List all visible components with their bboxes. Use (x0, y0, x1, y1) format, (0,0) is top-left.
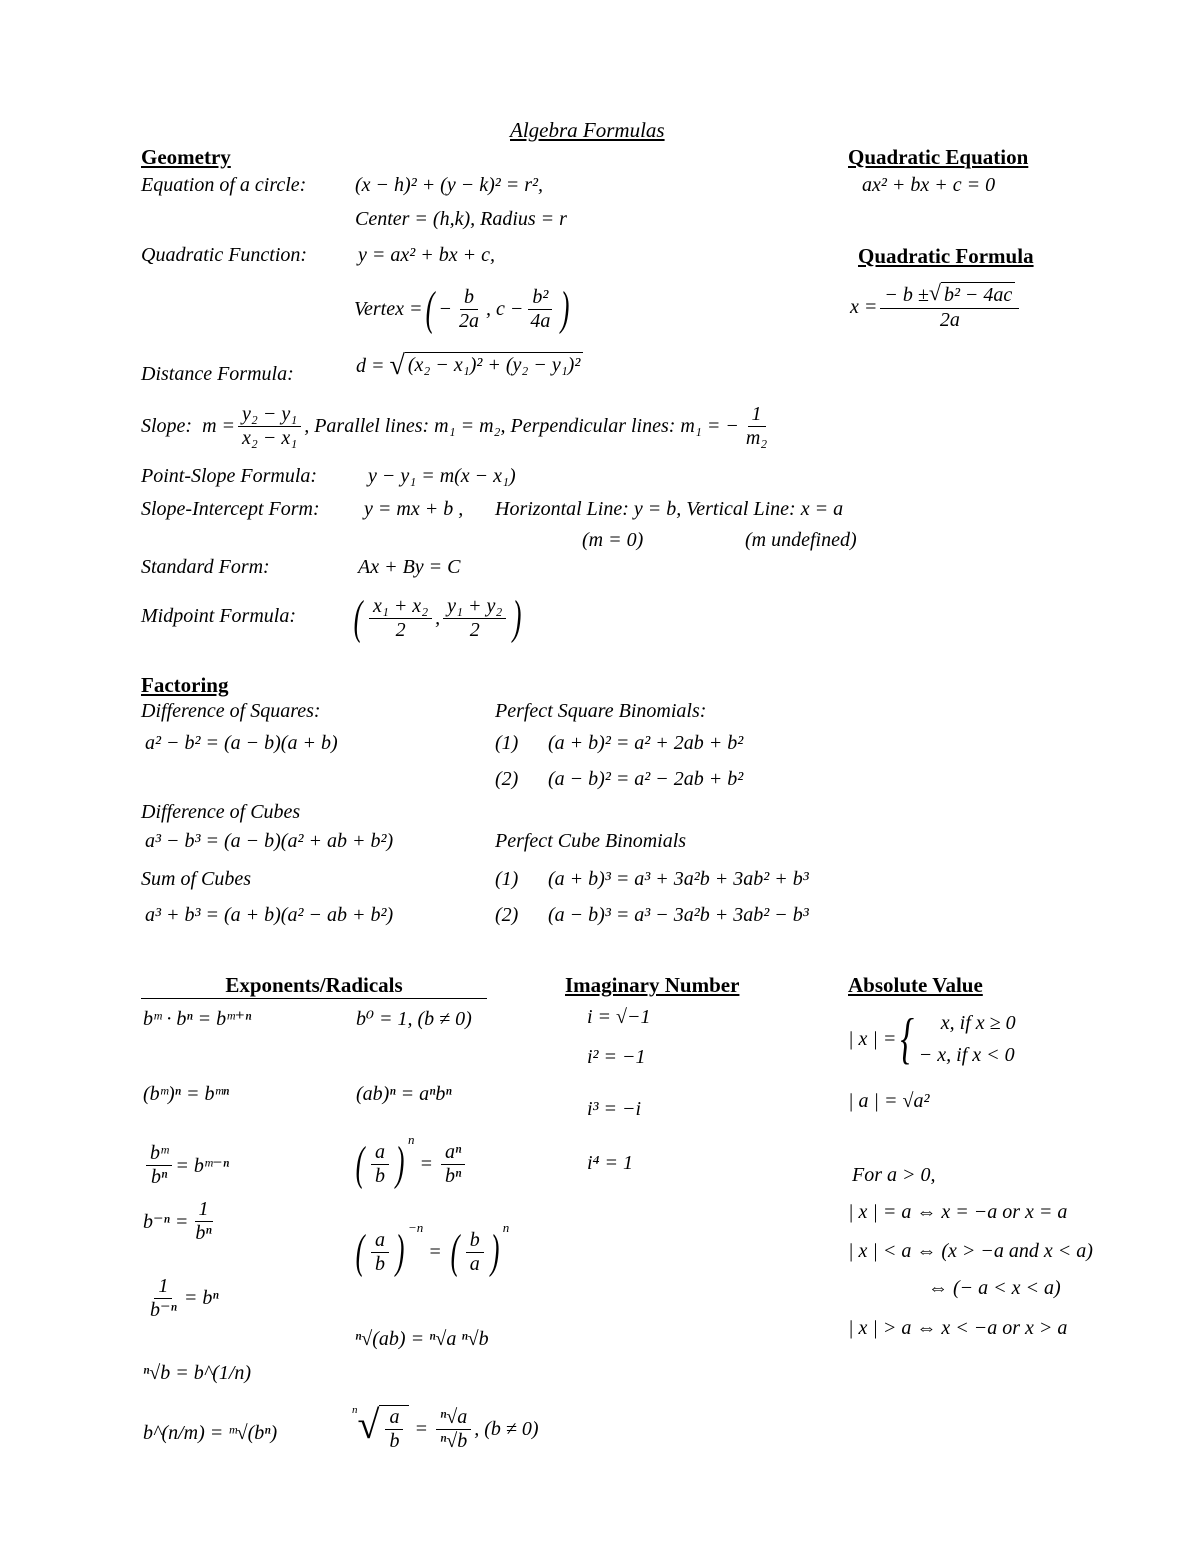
radical-rational-exponent: b^(n/m) = ᵐ√(bⁿ) (143, 1422, 278, 1444)
factoring-heading: Factoring (141, 673, 229, 697)
standard-form-label: Standard Form: (141, 556, 270, 578)
psb2-number: (2) (495, 768, 519, 790)
circle-equation: (x − h)² + (y − k)² = r², (355, 174, 544, 196)
sum-of-cubes-label: Sum of Cubes (141, 868, 251, 890)
exp-zero-rule: b⁰ = 1, (b ≠ 0) (356, 1008, 472, 1030)
difference-of-squares-equation: a² − b² = (a − b)(a + b) (145, 732, 338, 754)
imaginary-i-fourth: i⁴ = 1 (587, 1152, 634, 1174)
point-slope-label: Point-Slope Formula: (141, 465, 318, 487)
perpendicular-fraction: $\frac{1}{\text{m₂}}$ (745, 402, 768, 449)
imaginary-i-squared: i² = −1 (587, 1046, 646, 1068)
quadratic-function-label: Quadratic Function: (141, 244, 308, 266)
pcb1-equation: (a + b)³ = a³ + 3a²b + 3ab² + b³ (548, 868, 809, 890)
parallel-perpendicular: , Parallel lines: m₁ = m₂, Perpendicular lines: m₁ = − (304, 414, 739, 437)
horizontal-vertical-lines: Horizontal Line: y = b, Vertical Line: x = a (495, 498, 844, 520)
exp-negative-rule: b⁻ⁿ = $\frac{1}{\text{bⁿ}}$ (143, 1197, 212, 1244)
circle-label: Equation of a circle: (141, 174, 307, 196)
exp-product-power: (ab)ⁿ = aⁿbⁿ (356, 1083, 452, 1105)
vertex-label: Vertex = (354, 297, 423, 320)
vertex-x-fraction: $\frac{b}{2a}$ (458, 285, 479, 332)
m-zero: (m = 0) (582, 529, 644, 551)
quadratic-equation-heading: Quadratic Equation (848, 145, 1029, 169)
perfect-square-label: Perfect Square Binomials: (495, 700, 707, 722)
absolute-greater-than-rule: | x | > a ⇔ x < −a or x > a (848, 1317, 1068, 1339)
difference-of-cubes-equation: a³ − b³ = (a − b)(a² + ab + b²) (145, 830, 394, 852)
slope-formula: Slope: m = $\frac{\text{y₂ − y₁}}{\text{x₂ − x₁}}$ , Parallel lines: m₁ = m₂, Perpendicular lines: m₁ = − $\frac{1}{\text{m₂}}$ (141, 398, 774, 454)
distance-label: Distance Formula: (141, 363, 294, 385)
exp-power-rule: (bᵐ)ⁿ = bᵐⁿ (143, 1083, 230, 1105)
distance-formula: d = √ (x₂ − x₁)² + (y₂ − y₁)² (356, 352, 583, 380)
midpoint-formula: ( $\frac{\text{x₁ + x₂}}{2}$ , $\frac{\text{y₁ + y₂}}{2}$ ) (353, 591, 522, 644)
quadratic-equation: ax² + bx + c = 0 (862, 174, 996, 196)
pcb2-number: (2) (495, 904, 519, 926)
difference-of-cubes-label: Difference of Cubes (141, 801, 301, 823)
page-title: Algebra Formulas (510, 118, 665, 142)
quadratic-formula-heading: Quadratic Formula (858, 244, 1034, 268)
quadratic-formula: x = − b ± √ b² − 4ac 2a (850, 276, 1022, 338)
psb1-equation: (a + b)² = a² + 2ab + b² (548, 732, 744, 754)
m-undefined: (m undefined) (745, 529, 857, 551)
for-a-positive: For a > 0, (852, 1164, 936, 1186)
difference-of-squares-label: Difference of Squares: (141, 700, 321, 722)
exp-reciprocal-negative: $\frac{1}{\text{b⁻ⁿ}}$ = bⁿ (150, 1274, 219, 1321)
absolute-value-heading: Absolute Value (848, 973, 983, 997)
perfect-cube-label: Perfect Cube Binomials (495, 830, 687, 852)
sum-of-cubes-equation: a³ + b³ = (a + b)(a² − ab + b²) (145, 904, 394, 926)
radical-quotient-rule: $^n$√ $\frac{a}{b}$ = $\frac{\text{ⁿ√a}}{\text{ⁿ√b}}$ , (b ≠ 0) (352, 1402, 539, 1452)
exp-quotient-rule: $\frac{\text{bᵐ}}{\text{bⁿ}}$ = bᵐ⁻ⁿ (143, 1136, 229, 1194)
imaginary-i: i = √−1 (587, 1006, 651, 1028)
geometry-heading: Geometry (141, 145, 231, 169)
pcb1-number: (1) (495, 868, 519, 890)
absolute-less-than-compound: ⇔ (− a < x < a) (928, 1277, 1061, 1299)
midpoint-label: Midpoint Formula: (141, 605, 296, 627)
vertex-y-fraction: $\frac{\text{b²}}{4a}$ (530, 285, 551, 332)
imaginary-i-cubed: i³ = −i (587, 1098, 642, 1120)
absolute-value-sqrt: | a | = √a² (848, 1090, 930, 1112)
radical-product-rule: ⁿ√(ab) = ⁿ√a ⁿ√b (355, 1328, 489, 1350)
point-slope-equation: y − y₁ = m(x − x₁) (368, 465, 516, 487)
exponents-heading: Exponents/Radicals (141, 973, 487, 999)
psb1-number: (1) (495, 732, 519, 754)
slope-fraction: $\frac{\text{y₂ − y₁}}{\text{x₂ − x₁}}$ (238, 403, 301, 450)
absolute-equals-rule: | x | = a ⇔ x = −a or x = a (848, 1201, 1068, 1223)
pcb2-equation: (a − b)³ = a³ − 3a²b + 3ab² − b³ (548, 904, 809, 926)
quadratic-function-equation: y = ax² + bx + c, (358, 244, 495, 266)
slope-label: Slope: (141, 414, 193, 437)
exp-quotient-power: ( $\frac{a}{b}$ ) $^n$ = $\frac{\text{aⁿ}}{\text{bⁿ}}$ (352, 1132, 468, 1196)
psb2-equation: (a − b)² = a² − 2ab + b² (548, 768, 744, 790)
exp-negative-quotient: ( $\frac{a}{b}$ ) $^{-n}$ = ( $\frac{b}{a}$ ) $^n$ (355, 1220, 510, 1278)
slope-intercept-equation: y = mx + b , (364, 498, 464, 520)
absolute-less-than-rule: | x | < a ⇔ (x > −a and x < a) (848, 1240, 1093, 1262)
imaginary-heading: Imaginary Number (565, 973, 740, 997)
standard-form-equation: Ax + By = C (358, 556, 461, 578)
vertex-formula: Vertex = ( − $\frac{b}{2a}$ , c − $\frac{\text{b²}}{4a}$ ) (354, 282, 570, 335)
center-radius: Center = (h,k), Radius = r (355, 208, 567, 230)
slope-intercept-label: Slope-Intercept Form: (141, 498, 320, 520)
absolute-value-definition: | x | = { x, if x ≥ 0 − x, if x < 0 (848, 1008, 1016, 1070)
exp-product-rule: bᵐ · bⁿ = bᵐ⁺ⁿ (143, 1008, 252, 1030)
radical-fractional-exponent: ⁿ√b = b^(1/n) (143, 1362, 252, 1384)
